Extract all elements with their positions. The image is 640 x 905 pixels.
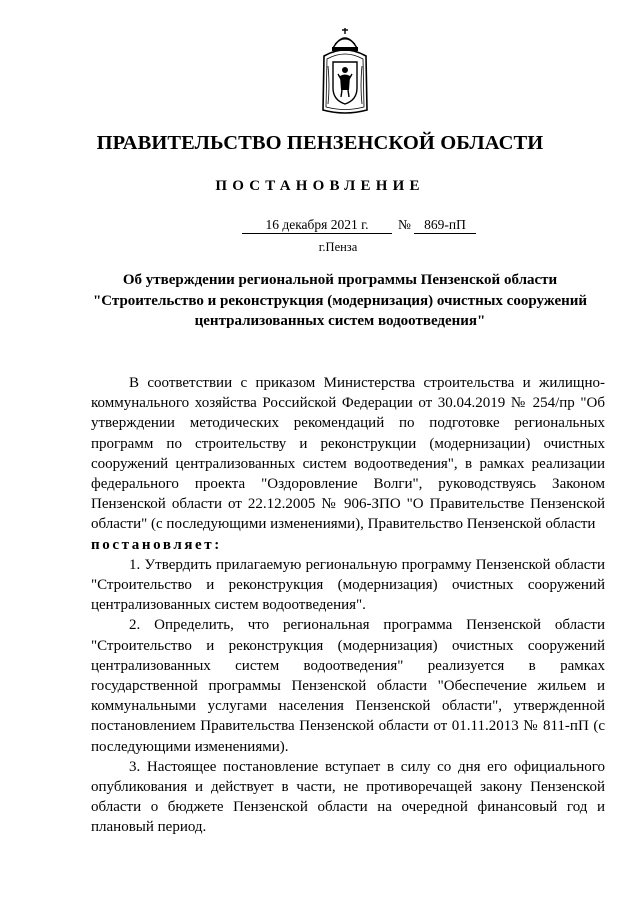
document-body xyxy=(91,373,605,838)
document-number: 869-пП xyxy=(414,217,476,234)
item-3-paragraph: 3. Настоящее постановление вступает в силу со дня его официального опубликования и действует в части, не противоречащей закону Пензенской области о бюджете Пензенской области на очередной финансовый год и плановый период. xyxy=(91,758,605,836)
document-type: ПОСТАНОВЛЕНИЕ xyxy=(215,178,425,194)
item-1-paragraph: 1. Утвердить прилагаемую региональную программу Пензенской области "Строительство и реконструкция (модернизация) очистных сооружений централизованных систем водоотведения". xyxy=(91,556,605,614)
item-2-paragraph: 2. Определить, что региональная программа Пензенской области "Строительство и реконструкция (модернизация) очистных сооружений централизованных систем водоотведения" реализуется в рамках государственной программы Пензенской области "Обеспечение жильем и коммунальными услугами населения Пензенской области", утвержденной постановлением Правительства Пензенской области от 01.11.2013 № 811-пП (с последующими изменениями). xyxy=(91,617,605,755)
document-city: г.Пенза xyxy=(318,240,358,254)
government-title: ПРАВИТЕЛЬСТВО ПЕНЗЕНСКОЙ ОБЛАСТИ xyxy=(96,132,544,154)
document-date: 16 декабря 2021 г. xyxy=(242,217,392,234)
preamble-paragraph: В соответствии с приказом Министерства строительства и жилищно-коммунального хозяйства Российской Федерации от 30.04.2019 № 254/пр "Об утверждении методических рекомендаций по подготовке региональных программ по строительству и реконструкции (модернизации) очистных сооружений централизованных систем водоотведения", в рамках реализации федерального проекта "Оздоровление Волги", руководствуясь Законом Пензенской области от 22.12.2005 № 906-ЗПО "О Правительстве Пензенской области" (с последующими изменениями), Правительство Пензенской области xyxy=(91,375,605,533)
subject-line-2: "Строительство и реконструкция (модернизация) очистных сооружений xyxy=(92,292,588,309)
subject-line-3: централизованных систем водоотведения" xyxy=(194,313,486,329)
resolves-line xyxy=(91,535,605,555)
document-subject xyxy=(90,270,590,332)
resolves-word: постановляет: xyxy=(91,536,222,553)
penza-coat-of-arms-icon xyxy=(318,26,372,114)
number-sign: № xyxy=(398,217,411,232)
subject-line-1: Об утверждении региональной программы Пензенской области xyxy=(122,272,558,288)
